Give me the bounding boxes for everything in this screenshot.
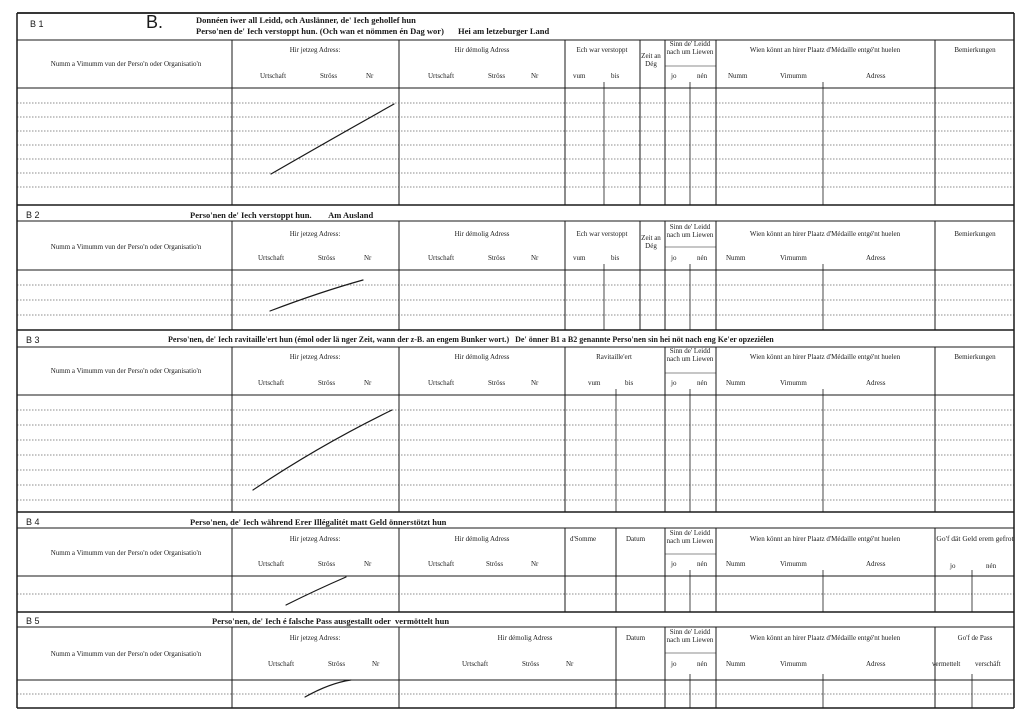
section-label-b4: B 4 xyxy=(26,517,40,527)
section-heading-b3: Perso'nen, de' Iech ravitaille'ert hun (émol oder lä nger Zeit, wann der z-B. an engem Bunker wort.) De' önner B1 a B2 genannte Perso'nen sin hei nöt nach eng Ke'er opzeziélen xyxy=(168,335,774,344)
col-former-town: Urtschaft xyxy=(428,560,455,568)
col-suffered-yes: jo xyxy=(671,254,677,262)
col-former-address: Hir démolig Adress xyxy=(497,634,553,642)
col-medal: Wien könnt an hirer Plaatz d'Médaille entgé'nt huelen xyxy=(749,634,901,642)
col-medal-firstname: Virnumm xyxy=(780,660,807,668)
col-current-town: Urtschaft xyxy=(258,560,285,568)
col-suffered: Sinn de' Leidd nach um Liewen xyxy=(666,40,714,57)
col-current-street: Ströss xyxy=(318,254,336,262)
col-name-header: Numm a Vimumm vun der Perso'n oder Organisatio'n xyxy=(50,243,202,251)
col-money-yes: jo xyxy=(950,562,956,570)
col-medal-firstname: Virnumm xyxy=(780,379,807,387)
handwritten-strike-b4 xyxy=(286,577,346,605)
col-suffered-no: nén xyxy=(697,254,708,262)
col-suffered-no: nén xyxy=(697,72,708,80)
col-remarks: Bemierkungen xyxy=(954,353,996,361)
col-medal-name: Numm xyxy=(726,379,746,387)
section-heading-b4: Perso'nen, de' Iech während Erer Illégalitét matt Geld önnerstötzt hun xyxy=(190,517,447,527)
col-former-town: Urtschaft xyxy=(428,254,455,262)
col-current-address: Hir jetzeg Adress: xyxy=(289,353,341,361)
col-former-address: Hir démolig Adress xyxy=(454,535,510,543)
section-label-b1: B 1 xyxy=(30,19,44,29)
col-current-nr: Nr xyxy=(372,660,380,668)
col-medal-firstname: Virnumm xyxy=(780,72,807,80)
col-name-header: Numm a Vimumm vun der Perso'n oder Organisatio'n xyxy=(50,60,202,68)
col-former-nr: Nr xyxy=(531,379,539,387)
col-passport-arranged: vermettelt xyxy=(932,660,961,668)
col-hidden-from: vum xyxy=(573,72,586,80)
col-former-street: Ströss xyxy=(488,72,506,80)
col-former-nr: Nr xyxy=(566,660,574,668)
col-medal-address: Adress xyxy=(866,254,886,262)
col-former-address: Hir démolig Adress xyxy=(454,353,510,361)
section-label-b2: B 2 xyxy=(26,210,40,220)
col-current-nr: Nr xyxy=(364,560,372,568)
col-medal-address: Adress xyxy=(866,560,886,568)
col-current-town: Urtschaft xyxy=(260,72,287,80)
col-medal: Wien könnt an hirer Plaatz d'Médaille entgé'nt huelen xyxy=(749,230,901,238)
col-former-nr: Nr xyxy=(531,560,539,568)
col-current-address: Hir jetzeg Adress: xyxy=(289,230,341,238)
col-suffered-yes: jo xyxy=(671,72,677,80)
col-current-town: Urtschaft xyxy=(258,254,285,262)
col-current-town: Urtschaft xyxy=(258,379,285,387)
col-suffered-yes: jo xyxy=(671,560,677,568)
col-former-town: Urtschaft xyxy=(462,660,489,668)
col-date: Datum xyxy=(626,535,646,543)
col-passport: Go'f de Pass xyxy=(957,634,993,642)
col-suffered: Sinn de' Leidd nach um Liewen xyxy=(666,347,714,364)
col-medal-firstname: Virnumm xyxy=(780,560,807,568)
col-medal-address: Adress xyxy=(866,72,886,80)
col-former-town: Urtschaft xyxy=(428,72,455,80)
col-suffered-yes: jo xyxy=(671,660,677,668)
form-title-line2: Perso'nen de' Iech verstoppt hun. (Och wan et nömmen én Dag wor) Hei am letzeburger Land xyxy=(196,26,550,36)
col-current-street: Ströss xyxy=(320,72,338,80)
col-current-address: Hir jetzeg Adress: xyxy=(289,46,341,54)
col-days: Zeit an Dég xyxy=(641,234,661,251)
col-current-nr: Nr xyxy=(364,379,372,387)
col-days: Zeit an Dég xyxy=(641,52,661,69)
col-name-header: Numm a Vimumm vun der Perso'n oder Organisatio'n xyxy=(50,367,202,375)
col-money-no: nén xyxy=(986,562,997,570)
col-hidden-from: vum xyxy=(573,254,586,262)
col-suffered-no: nén xyxy=(697,379,708,387)
col-suffered-yes: jo xyxy=(671,379,677,387)
col-current-address: Hir jetzeg Adress: xyxy=(289,535,341,543)
col-suffered-no: nén xyxy=(697,560,708,568)
col-passport-procured: verschäft xyxy=(975,660,1001,668)
col-hidden-to: bis xyxy=(611,254,620,262)
col-supplied-from: vum xyxy=(588,379,601,387)
handwritten-strike-b1 xyxy=(271,104,394,174)
col-current-street: Ströss xyxy=(318,560,336,568)
col-current-nr: Nr xyxy=(364,254,372,262)
col-suffered: Sinn de' Leidd nach um Liewen xyxy=(666,223,714,240)
col-current-street: Ströss xyxy=(318,379,336,387)
col-hidden: Ech war verstoppt xyxy=(576,230,628,238)
col-remarks: Bemierkungen xyxy=(954,230,996,238)
section-heading-b5: Perso'nen, de' Iech é falsche Pass ausgestallt oder vermöttelt hun xyxy=(212,616,450,626)
col-medal-name: Numm xyxy=(726,560,746,568)
col-name-header: Numm a Vimumm vun der Perso'n oder Organisatio'n xyxy=(50,650,202,658)
col-date: Datum xyxy=(626,634,646,642)
col-medal-firstname: Virnumm xyxy=(780,254,807,262)
col-current-town: Urtschaft xyxy=(268,660,295,668)
col-hidden-to: bis xyxy=(611,72,620,80)
col-former-nr: Nr xyxy=(531,254,539,262)
col-medal-name: Numm xyxy=(726,660,746,668)
col-medal: Wien könnt an hirer Plaatz d'Médaille entgé'nt huelen xyxy=(749,46,901,54)
col-former-nr: Nr xyxy=(531,72,539,80)
form-letter: B. xyxy=(146,12,164,32)
col-remarks: Bemierkungen xyxy=(954,46,996,54)
section-heading-b2: Perso'nen de' Iech verstoppt hun. Am Ausland xyxy=(190,210,374,220)
col-sum: d'Somme xyxy=(570,535,597,543)
handwritten-strike-b2 xyxy=(270,280,363,311)
col-medal-address: Adress xyxy=(866,660,886,668)
handwritten-strike-b5 xyxy=(305,680,351,697)
col-former-street: Ströss xyxy=(488,379,506,387)
col-former-street: Ströss xyxy=(522,660,540,668)
col-supplied-to: bis xyxy=(625,379,634,387)
col-medal-address: Adress xyxy=(866,379,886,387)
col-former-town: Urtschaft xyxy=(428,379,455,387)
col-current-street: Ströss xyxy=(328,660,346,668)
col-medal-name: Numm xyxy=(726,254,746,262)
col-suffered: Sinn de' Leidd nach um Liewen xyxy=(666,529,714,546)
col-medal: Wien könnt an hirer Plaatz d'Médaille entgé'nt huelen xyxy=(749,535,901,543)
col-suffered-no: nén xyxy=(697,660,708,668)
section-label-b5: B 5 xyxy=(26,616,40,626)
col-suffered: Sinn de' Leidd nach um Liewen xyxy=(666,628,714,645)
col-current-nr: Nr xyxy=(366,72,374,80)
col-hidden: Ech war verstoppt xyxy=(576,46,628,54)
form-title-line1: Donnéen iwer all Leidd, och Auslänner, de' Iech gehollef hun xyxy=(196,15,416,25)
col-medal: Wien könnt an hirer Plaatz d'Médaille entgé'nt huelen xyxy=(749,353,901,361)
col-current-address: Hir jetzeg Adress: xyxy=(289,634,341,642)
col-supplied: Ravitaille'ert xyxy=(596,353,632,361)
col-former-address: Hir démolig Adress xyxy=(454,230,510,238)
col-former-street: Ströss xyxy=(486,560,504,568)
col-money-returned: Go'f dät Geld erem gefrot xyxy=(936,534,1014,543)
section-label-b3: B 3 xyxy=(26,335,40,345)
col-former-street: Ströss xyxy=(488,254,506,262)
col-medal-name: Numm xyxy=(728,72,748,80)
handwritten-strike-b3 xyxy=(253,410,392,490)
col-former-address: Hir démolig Adress xyxy=(454,46,510,54)
col-name-header: Numm a Vimumm vun der Perso'n oder Organisatio'n xyxy=(50,549,202,557)
